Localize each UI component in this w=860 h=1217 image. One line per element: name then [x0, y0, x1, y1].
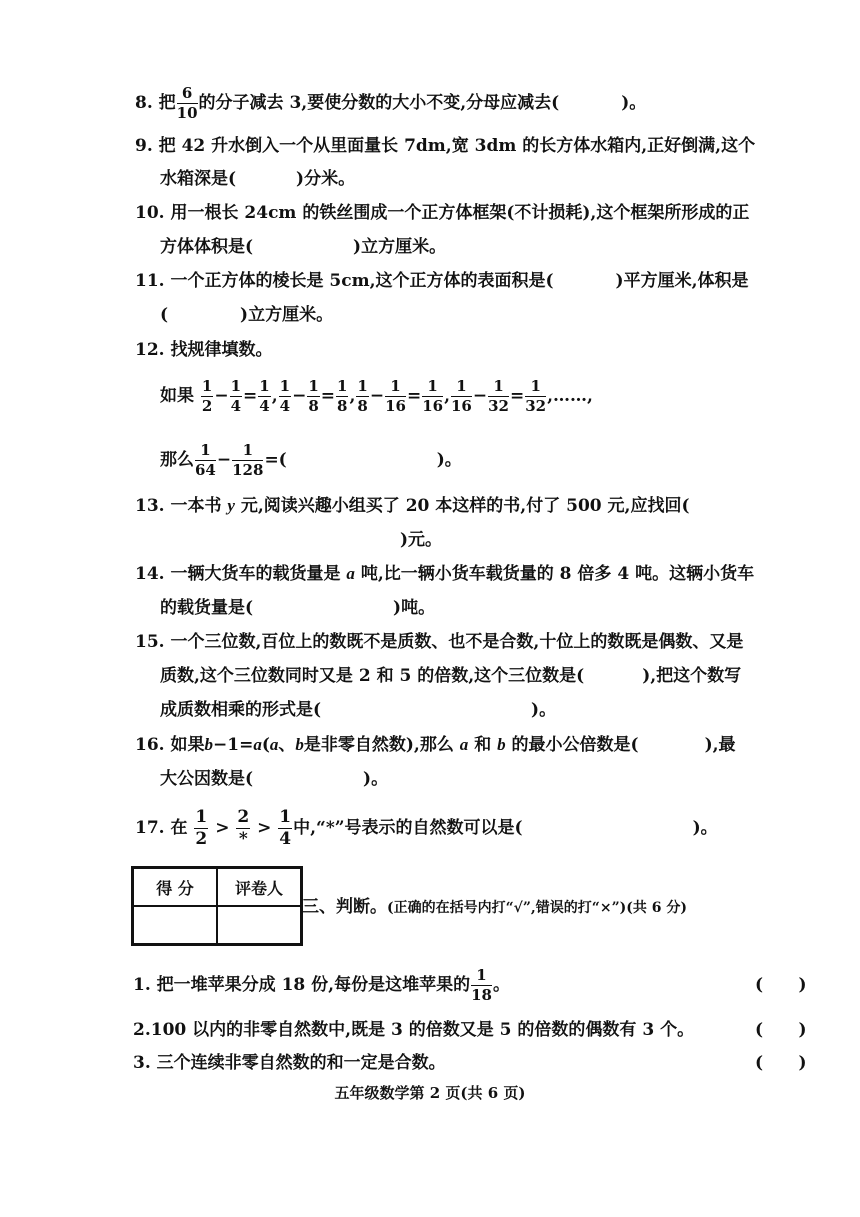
answer-paren-2[interactable]: ( ) [755, 1020, 807, 1040]
grader-header: 评卷人 [217, 868, 302, 907]
question-16-line2: 大公因数是( )。 [160, 769, 389, 789]
question-14-line2: 的载货量是( )吨。 [160, 598, 436, 618]
question-13-line2: )元。 [400, 530, 443, 550]
grader-cell[interactable] [217, 906, 302, 945]
question-16-line1: 16. 如果b−1=a(a、b是非零自然数),那么 a 和 b 的最小公倍数是( ),最 [135, 735, 736, 755]
question-15-line2: 质数,这个三位数同时又是 2 和 5 的倍数,这个三位数是( ),把这个数写 [160, 666, 742, 686]
question-11-line1: 11. 一个正方体的棱长是 5cm,这个正方体的表面积是( )平方厘米,体积是 [135, 271, 749, 291]
question-11-line2: ( )立方厘米。 [160, 305, 334, 325]
page-footer: 五年级数学第 2 页(共 6 页) [334, 1084, 526, 1102]
answer-paren-3[interactable]: ( ) [755, 1053, 807, 1073]
question-10-line1: 10. 用一根长 24cm 的铁丝围成一个正方体框架(不计损耗),这个框架所形成的正 [135, 203, 750, 223]
question-14-line1: 14. 一辆大货车的载货量是 a 吨,比一辆小货车载货量的 8 倍多 4 吨。这辆小货车 [135, 564, 755, 584]
question-12-answer: 那么 $\frac{1}{64}$ − $\frac{1}{128}$ =( )。 [160, 441, 462, 479]
question-15-line1: 15. 一个三位数,百位上的数既不是质数、也不是合数,十位上的数既是偶数、又是 [135, 632, 744, 652]
section-title: 三、判断。 [302, 897, 387, 917]
score-header: 得 分 [133, 868, 218, 907]
question-12-pattern: 如果 $\frac{1}{2}$ − $\frac{1}{4}$ = $\frac{1}{4}$ , $\frac{1}{4}$ − $\frac{1}{8}$ = $\frac{1}{8}$ , $\frac{1}{8}$ − $\frac{1}{16}$ = $\frac{1}{16}$ , $\frac{1}{16}$ − $\frac{1}{32}$ = $\frac{1}{32}$ ,……, [160, 377, 593, 415]
question-15-line3: 成质数相乘的形式是( )。 [160, 700, 557, 720]
question-13-line1: 13. 一本书 y 元,阅读兴趣小组买了 20 本这样的书,付了 500 元,应找回( [135, 496, 690, 516]
section-3-heading [302, 894, 687, 921]
question-9-line2: 水箱深是( )分米。 [160, 169, 356, 189]
judge-item-1: 1. 把一堆苹果分成 18 份,每份是这堆苹果的 $\frac{1}{18}$ 。 [133, 966, 510, 1004]
judge-item-2: 2.100 以内的非零自然数中,既是 3 的倍数又是 5 的倍数的偶数有 3 个。 [133, 1020, 695, 1040]
answer-paren-1[interactable]: ( ) [755, 975, 807, 995]
question-9-line1: 9. 把 42 升水倒入一个从里面量长 7dm,宽 3dm 的长方体水箱内,正好倒满,这个 [135, 136, 756, 156]
section-note: (正确的在括号内打“√”,错误的打“×”)(共 6 分) [387, 900, 688, 916]
question-12-title: 12. 找规律填数。 [135, 340, 273, 360]
question-8: 8. 把 $\frac{6}{10}$ 的分子减去 3,要使分数的大小不变,分母应减去( )。 [135, 84, 647, 122]
score-table [131, 866, 303, 946]
judge-item-3: 3. 三个连续非零自然数的和一定是合数。 [133, 1053, 446, 1073]
question-17: 17. 在 $\frac{1}{2}$ > $\frac{2}{*}$ > $\frac{1}{4}$ 中,“*”号表示的自然数可以是( )。 [135, 807, 718, 849]
score-cell[interactable] [133, 906, 218, 945]
question-10-line2: 方体体积是( )立方厘米。 [160, 237, 447, 257]
fraction: $\frac{6}{10}$ [176, 84, 198, 122]
